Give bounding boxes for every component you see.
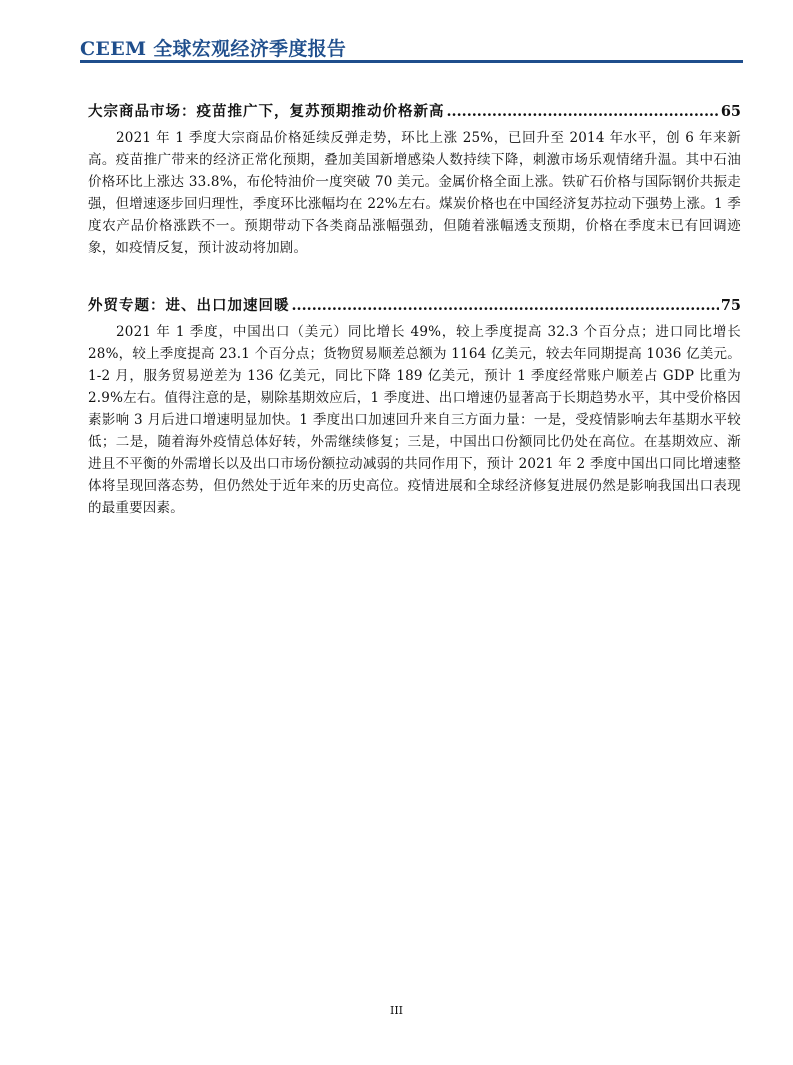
page-number-footer: III bbox=[389, 1004, 404, 1017]
toc-section-commodities bbox=[88, 100, 741, 259]
toc-section-trade bbox=[88, 294, 741, 519]
toc-entry[interactable] bbox=[88, 100, 741, 121]
toc-leader-dots bbox=[447, 103, 719, 120]
header-divider bbox=[80, 60, 743, 63]
toc-entry[interactable] bbox=[88, 294, 741, 315]
toc-entry-title[interactable]: 大宗商品市场：疫苗推广下，复苏预期推动价格新高 bbox=[88, 103, 445, 120]
toc-page-number[interactable]: 65 bbox=[720, 103, 741, 120]
section-summary: 2021 年 1 季度，中国出口（美元）同比增长 49%，较上季度提高 32.3 个百分点；进口同比增长 28%，较上季度提高 23.1 个百分点；货物贸易顺差总额为 1164 亿美元，较去年同期提高 1036 亿美元。1-2 月，服务贸易逆差为 136 亿美元，同比下降 189 亿美元，预计 1 季度经常账户顺差占 GDP 比重为 2.9%左右。值得注意的是，剔除基期效应后，1 季度进、出口增速仍显著高于长期趋势水平，其中受价格因素影响 3 月后进口增速明显加快。1 季度出口加速回升来自三方面力量：一是，受疫情影响去年基期水平较低；二是，随着海外疫情总体好转，外需继续修复；三是，中国出口份额同比仍处在高位。在基期效应、渐进且不平衡的外需增长以及出口市场份额拉动减弱的共同作用下，预计 2021 年 2 季度中国出口同比增速整体将呈现回落态势，但仍然处于近年来的历史高位。疫情进展和全球经济修复进展仍然是影响我国出口表现的最重要因素。 bbox=[88, 324, 741, 516]
report-title: CEEM 全球宏观经济季度报告 bbox=[80, 38, 347, 60]
report-header bbox=[80, 34, 743, 61]
toc-entry-title[interactable]: 外贸专题：进、出口加速回暖 bbox=[88, 297, 290, 314]
toc-page-number[interactable]: 75 bbox=[720, 297, 741, 314]
section-summary: 2021 年 1 季度大宗商品价格延续反弹走势，环比上涨 25%，已回升至 2014 年水平，创 6 年来新高。疫苗推广带来的经济正常化预期，叠加美国新增感染人数持续下降，刺激市场乐观情绪升温。其中石油价格环比上涨达 33.8%，布伦特油价一度突破 70 美元。金属价格全面上涨。铁矿石价格与国际钢价共振走强，但增速逐步回归理性，季度环比涨幅均在 22%左右。煤炭价格也在中国经济复苏拉动下强势上涨。1 季度农产品价格涨跌不一。预期带动下各类商品涨幅强劲，但随着涨幅透支预期，价格在季度末已有回调迹象，如疫情反复，预计波动将加剧。 bbox=[88, 130, 741, 256]
toc-leader-dots bbox=[292, 297, 719, 314]
